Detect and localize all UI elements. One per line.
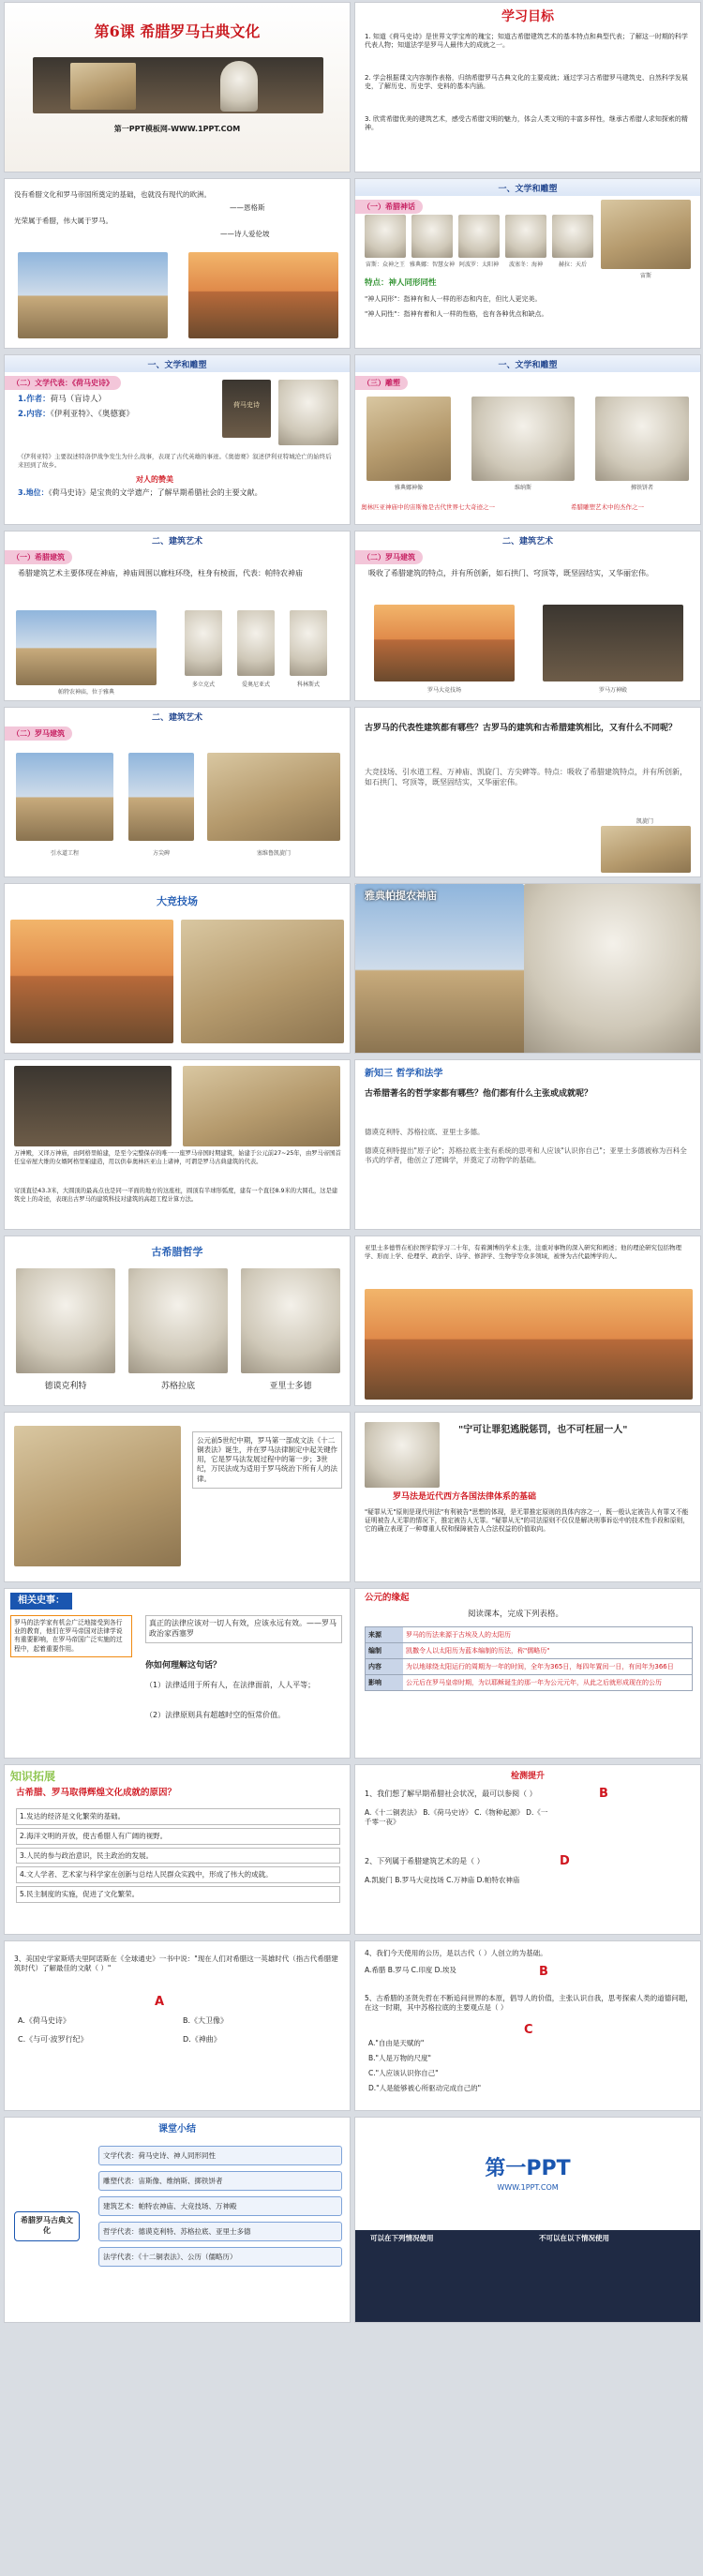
democritus-bust [16, 1268, 115, 1373]
goal-2: 2. 学会根据课文内容制作表格，归纳希腊罗马古典文化的主要成就；通过学习古希腊罗马建筑史、自然科学发展史，了解历史、历史学、史料的基本内涵。 [365, 74, 688, 91]
calendar-table [365, 1626, 693, 1691]
caption-ionic: 爱奥尼亚式 [241, 681, 270, 688]
apollo-image [458, 215, 500, 258]
section-bar: 二、建筑艺术 [151, 536, 202, 547]
test-q4-answer: B [539, 1965, 548, 1979]
athena-image [411, 215, 453, 258]
slide-philosophy [354, 1059, 701, 1230]
author-key: 1.作者： [18, 395, 51, 404]
homer-desc: 《伊利亚特》主要叙述特洛伊战争发生为什么战事，表现了古代英雄的事迹。《奥德赛》叙述伊利亚特城沦亡的始终后来回到了故乡。 [18, 453, 332, 469]
doric-column [185, 610, 222, 676]
slide-myth [354, 178, 701, 349]
slide-test-1 [354, 1764, 701, 1935]
parthenon-photo [16, 610, 157, 685]
slide-philosophers [4, 1236, 351, 1406]
test-q2-options: A.凯旋门 B.罗马大竞技场 C.万神庙 D.帕特农神庙 [365, 1876, 520, 1884]
expansion-item: 4.文人学者、艺术家与科学家在创新与总结人民群众实践中，形成了伟大的成就。 [16, 1866, 340, 1883]
slide-test-2 [4, 1940, 351, 2111]
slide-pantheon [4, 1059, 351, 1230]
aristotle-text: 亚里士多德曾在柏拉图学院学习二十年，有着渊博的学术主张，注重对事物的深入研究和阐述；他的理论研究包括物理学、形而上学、伦理学、政治学、诗学、修辞学、生物学等众多领域，被誉为古代最博学的人。 [365, 1244, 681, 1260]
caption-arch-small: 凯旋门 [636, 818, 654, 825]
summary-item: 雕塑代表：宙斯像、维纳斯、掷铁饼者 [98, 2171, 342, 2191]
caption-pantheon: 罗马万神殿 [598, 687, 627, 694]
expansion-list [16, 1808, 340, 1906]
poseidon-image [505, 215, 546, 258]
quote-poe-author: ——诗人爱伦坡 [220, 230, 270, 238]
socrates-bust [128, 1268, 228, 1373]
footer-text: 第一PPT模板网-WWW.1PPT.COM [113, 125, 241, 133]
twelve-tables-text: 公元前5世纪中期，罗马第一部成文法《十二铜表法》诞生，并在罗马法律制定中起关键作用，它是罗马法发展过程中的第一步；3世纪，万民法成为适用于罗马统治下所有人的法律。 [192, 1431, 342, 1489]
slide-related-history [4, 1588, 351, 1759]
summary-item: 法学代表：《十二铜表法》、公历（儒略历） [98, 2247, 342, 2267]
summary-title: 课堂小结 [158, 2124, 196, 2134]
caption-hera: 赫拉：天后 [558, 262, 587, 268]
colosseum-interior [181, 920, 344, 1043]
author-value: 荷马（盲诗人） [50, 395, 107, 404]
slide-roman-structures [4, 707, 351, 877]
caption-aqueduct: 引水道工程 [50, 850, 79, 857]
calendar-title: 公元的缘起 [365, 1593, 410, 1603]
slide-brand [354, 2117, 701, 2323]
caption-obelisk: 方尖碑 [152, 850, 170, 857]
forbidden-heading: 不可以在以下情况使用 [539, 2234, 609, 2242]
zeus-image [365, 215, 406, 258]
slide-roman-question [354, 707, 701, 877]
test-q3-answer: A [155, 1995, 165, 2009]
statue-image [220, 61, 258, 112]
related-answer-1: （1）法律适用于所有人，在法律面前，人人平等； [145, 1681, 316, 1689]
section-tag: （三）雕塑 [355, 376, 408, 390]
caption-parthenon: 帕特农神庙，位于雅典 [57, 689, 114, 696]
new-knowledge-tag: 新知三 哲学和法学 [365, 1069, 443, 1079]
test-q3: 3、美国史学家斯塔夫里阿诺斯在《全球通史》一书中说："现在人们对希腊这一英雄时代（指古代希腊建筑时代）了解最佳的文献（ ）" [14, 1954, 338, 1973]
caption-doric: 多立克式 [191, 681, 215, 688]
goal-1: 1. 知道《荷马史诗》是世界文学宝库的瑰宝；知道古希腊建筑艺术的基本特点和典型代表；了解这一时期的科学代表人物；知道法学是罗马人最伟大的成就之一。 [365, 33, 688, 50]
justice-statue [365, 1422, 440, 1488]
section-bar: 一、文学和雕塑 [5, 355, 350, 372]
hera-image [552, 215, 593, 258]
brand-footer [355, 2230, 700, 2323]
test-q1: 1、我们想了解早期希腊社会状况，最可以参阅（ ） [365, 1790, 537, 1798]
pantheon-text-1: 万神殿，又译万神庙，由阿格里帕建，是至今完整保存的唯一一座罗马帝国时期建筑，始建于公元前27~25年，由罗马帝国首任皇帝屋大维的女婿阿格里帕建造，用以供奉奥林匹亚山上诸神，可谓是罗马古典建筑的代表。 [14, 1150, 341, 1165]
law-quote: "宁可让罪犯逃脱惩罚，也不可枉屈一人" [458, 1425, 628, 1435]
slide-twelve-tables [4, 1412, 351, 1582]
zeus-statue-image [601, 200, 691, 269]
goals-title: 学习目标 [501, 9, 554, 24]
test-q5-option-c: C."人应该认识你自己" [368, 2069, 439, 2077]
venus-statue [471, 397, 575, 481]
test-q4-options: A.希腊 B.罗马 C.印度 D.埃及 [365, 1966, 456, 1974]
aqueduct-photo [16, 753, 113, 841]
arch-image [601, 826, 691, 873]
quote-engels-author: ——恩格斯 [230, 203, 265, 212]
homer-bust [278, 380, 338, 445]
section-bar: 二、建筑艺术 [501, 536, 553, 547]
brand-logo: 第一PPT [485, 2157, 571, 2180]
name-socrates: 苏格拉底 [160, 1382, 195, 1391]
status-key: 3.地位： [18, 488, 49, 497]
discobolus-statue [595, 397, 689, 481]
slide-sculpture [354, 354, 701, 525]
parthenon-image [18, 252, 168, 338]
slide-roman-law [354, 1412, 701, 1582]
colosseum-image [188, 252, 338, 338]
roman-arch-text: 吸收了希腊建筑的特点，并有所创新，如石拱门、穹顶等，既坚固结实，又华丽宏伟。 [368, 569, 653, 577]
expansion-tag: 知识拓展 [10, 1770, 56, 1783]
slide-roman-architecture [354, 531, 701, 701]
related-tag: 相关史事： [10, 1593, 72, 1610]
calendar-row-value: 为以地球绕太阳运行的周期为一年的时间，全年为365日，每四年置闰一日，有闰年为366日 [406, 1663, 674, 1670]
caption-athena: 雅典娜：智慧女神 [409, 262, 455, 268]
parthenon-title: 雅典帕提农神庙 [365, 890, 437, 902]
test-q3-option-a: A.《荷马史诗》 [18, 2016, 70, 2025]
calendar-row [365, 1659, 693, 1675]
philosophy-question: 古希腊著名的哲学家都有哪些？他们都有什么主张或成就呢？ [365, 1089, 593, 1099]
calendar-row [365, 1626, 693, 1643]
related-answer-2: （2）法律原则具有超越时空的恒常价值。 [145, 1711, 286, 1719]
greek-arch-text: 希腊建筑艺术主要体现在神庙，神庙周围以廊柱环绕，柱身有棱面，代表：帕特农神庙 [18, 569, 303, 577]
related-question: 你如何理解这句话？ [145, 1661, 222, 1670]
colosseum-exterior [10, 920, 173, 1043]
roman-answer: 大竞技场、引水道工程、万神庙、凯旋门、方尖碑等。特点：吸收了希腊建筑特点，并有所创新，如石拱门、穹顶等，既坚固结实，又华丽宏伟。 [365, 768, 687, 786]
slide-goals [354, 2, 701, 172]
section-tag: （二）文学代表：《荷马史诗》 [5, 376, 121, 390]
calendar-row-key: 影响 [366, 1675, 403, 1690]
test-q1-answer: B [599, 1787, 608, 1801]
philosophy-answer-2: 德谟克利特提出"原子论"；苏格拉底主张有系统的思考和人应该"认识你自己"；亚里士多德被称为百科全书式的学者，他创立了逻辑学，并奠定了动物学的基础。 [365, 1146, 687, 1165]
caption-colosseum: 罗马大竞技场 [426, 687, 461, 694]
slide-aristotle [354, 1236, 701, 1406]
test-q2: 2、下列属于希腊建筑艺术的是（ ） [365, 1857, 485, 1865]
caption-corinthian: 科林斯式 [296, 681, 320, 688]
slide-calendar [354, 1588, 701, 1759]
quote-poe: 光荣属于希腊，伟大属于罗马。 [14, 217, 112, 225]
myth-line-1: "神人同形"：指神有和人一样的形态和内在，但比人更完美。 [365, 295, 542, 303]
arch-photo [207, 753, 340, 841]
calendar-row [365, 1675, 693, 1691]
caption-athena-statue: 雅典娜神像 [394, 485, 423, 491]
test-q3-option-d: D.《神曲》 [183, 2035, 221, 2044]
content-value: 《伊利亚特》、《奥德赛》 [50, 410, 134, 419]
caption-apollo: 阿波罗：太阳神 [458, 262, 499, 268]
lesson-title: 第6课 希腊罗马古典文化 [94, 22, 261, 40]
roman-question: 古罗马的代表性建筑都有哪些？古罗马的建筑和古希腊建筑相比，又有什么不同呢？ [365, 724, 678, 733]
test-q5-option-d: D."人是能够被心所驱动完成自己的" [368, 2084, 482, 2092]
expansion-item: 3.人民的参与政治意识，民主政治的发展。 [16, 1848, 340, 1865]
law-heading: 罗马法是近代西方各国法律体系的基础 [393, 1492, 537, 1502]
colosseum-title: 大竞技场 [157, 895, 198, 907]
brand-url: WWW.1PPT.COM [497, 2183, 559, 2192]
cicero-quote: 真正的法律应该对一切人有效，应该永远有效。——罗马政治家西塞罗 [145, 1615, 342, 1643]
expansion-question: 古希腊、罗马取得辉煌文化成就的原因？ [16, 1788, 177, 1798]
calendar-row-value: 凯撒令人以太阳历为蓝本编制的历法，称"儒略历" [406, 1647, 550, 1655]
section-bar: 一、文学和雕塑 [355, 355, 700, 372]
calendar-row [365, 1643, 693, 1659]
philosophy-answer-1: 德谟克利特、苏格拉底、亚里士多德。 [365, 1128, 485, 1136]
expansion-item: 5.民主制度的实施，促进了文化繁荣。 [16, 1886, 340, 1903]
caption-zeus: 宙斯：众神之王 [365, 262, 405, 268]
section-tag: （二）罗马建筑 [5, 726, 72, 741]
slide-parthenon [354, 883, 701, 1054]
slide-summary [4, 2117, 351, 2323]
summary-list [98, 2146, 342, 2272]
status-value: 《荷马史诗》是宝贵的文学遗产；了解早期希腊社会的主要文献。 [48, 488, 262, 497]
summary-center: 希腊罗马古典文化 [14, 2211, 80, 2241]
test-q3-option-b: B.《大卫像》 [183, 2016, 229, 2025]
test-q3-option-c: C.《与可·波罗行纪》 [18, 2035, 88, 2044]
athena-statue [366, 397, 451, 481]
section-tag: （二）罗马建筑 [355, 550, 423, 564]
summary-item: 建筑艺术：帕特农神庙、大竞技场、万神殿 [98, 2196, 342, 2216]
myth-line-2: "神人同性"：指神有着和人一样的性格，也有各种优点和缺点。 [365, 310, 548, 318]
caryatids-photo [524, 884, 701, 1054]
caption-zeus-statue: 宙斯 [639, 273, 651, 279]
slide-title [4, 2, 351, 172]
corinthian-column [290, 610, 327, 676]
test-q5-option-a: A."自由是天赋的" [368, 2039, 425, 2047]
summary-item: 文学代表：荷马史诗、神人同形同性 [98, 2146, 342, 2165]
expansion-item: 2.海洋文明的开放，使古希腊人有广阔的视野。 [16, 1828, 340, 1845]
caption-discobolus: 掷铁饼者 [630, 485, 653, 491]
philosophers-title: 古希腊哲学 [151, 1246, 203, 1258]
pantheon-interior [14, 1066, 172, 1146]
test-q2-answer: D [560, 1854, 570, 1868]
name-aristotle: 亚里士多德 [269, 1382, 312, 1391]
calendar-row-value: 公元后在罗马皇帝时期，为以耶稣诞生的那一年为公元元年，从此之后就形成现在的公历 [406, 1679, 662, 1686]
caption-arch: 塞维鲁凯旋门 [256, 850, 291, 857]
parthenon-wide [355, 884, 524, 1054]
allowed-heading: 可以在下列情况使用 [370, 2234, 434, 2242]
slide-greek-architecture [4, 531, 351, 701]
calendar-row-key: 内容 [366, 1659, 403, 1674]
slide-test-3 [354, 1940, 701, 2111]
school-of-athens [365, 1289, 693, 1400]
test-q5: 5、古希腊的圣贤先哲在不断追问世界的本原，倡导人的价值，主张认识自我，思考探索人类的道德问题，在这一时期，其中苏格拉底的主要观点是（ ） [365, 1994, 693, 2013]
aristotle-bust [241, 1268, 340, 1373]
colosseum-photo [374, 605, 515, 681]
quote-engels: 没有希腊文化和罗马帝国所奠定的基础，也就没有现代的欧洲。 [14, 190, 211, 199]
test-q1-options: A.《十二铜表法》 B.《荷马史诗》 C.《物种起源》 D.《一千零一夜》 [365, 1808, 548, 1827]
caption-poseidon: 波塞冬：海神 [508, 262, 543, 268]
myth-feature: 特点：神人同形同性 [365, 278, 437, 288]
bronze-tables [14, 1426, 181, 1566]
test-q5-answer: C [524, 2023, 533, 2037]
pantheon-text-2: 穹顶直径43.3米，大圆顶的最高点也是同一平面的地方的这座柱，圆顶有半球形弧度，建有一个直径8.9米的大圆孔，这是建筑史上的奇迹，表现出古罗马的建筑科技对建筑的高超工程计算方法。 [14, 1188, 338, 1203]
name-democritus: 德谟克利特 [44, 1382, 87, 1391]
obelisk-photo [128, 753, 194, 841]
section-tag: （一）希腊神话 [355, 200, 423, 214]
ionic-column [237, 610, 275, 676]
slide-colosseum [4, 883, 351, 1054]
book-title: 荷马史诗 [233, 401, 260, 409]
slide-quotes [4, 178, 351, 349]
slide-homer [4, 354, 351, 525]
note-zeus: 奥林匹亚神庙中的宙斯像是古代世界七大奇迹之一 [361, 503, 495, 511]
slide-expansion [4, 1764, 351, 1935]
calendar-row-value: 罗马的历法来源于古埃及人的太阳历 [406, 1631, 511, 1639]
calendar-row-key: 编制 [366, 1643, 403, 1658]
content-key: 2.内容： [18, 410, 51, 419]
caption-venus: 维纳斯 [514, 485, 531, 491]
note-discobolus: 希腊雕塑艺术中的杰作之一 [571, 503, 644, 511]
test-q5-option-b: B."人是万物的尺度" [368, 2054, 431, 2062]
test-q4: 4、我们今天使用的公历，是以古代（ ）人创立的为基础。 [365, 1949, 547, 1957]
pantheon-photo [543, 605, 683, 681]
section-bar: 二、建筑艺术 [151, 712, 202, 723]
expansion-item: 1.发达的经济是文化繁荣的基础。 [16, 1808, 340, 1825]
summary-item: 哲学代表：德谟克利特、苏格拉底、亚里士多德 [98, 2222, 342, 2241]
section-tag: （一）希腊建筑 [5, 550, 72, 564]
goal-3: 3. 欣赏希腊优美的建筑艺术，感受古希腊文明的魅力，体会人类文明的丰富多样性，继承古希腊人求知探索的精神。 [365, 115, 688, 132]
praise-label: 对人的赞美 [136, 475, 173, 484]
pantheon-exterior [183, 1066, 340, 1146]
calendar-row-key: 来源 [366, 1627, 403, 1642]
calendar-intro: 阅读课本，完成下列表格。 [468, 1610, 564, 1619]
test-title: 检测提升 [510, 1772, 545, 1781]
related-text: 罗马的法学家有机会广泛地接受到各行业的教育，他们在罗马帝国对法律学说有重要影响，在罗马帝国广泛实施的过程中，起着重要作用。 [10, 1615, 132, 1657]
law-text: "疑罪从无"原则是现代刑法"有利被告"思想的体现，是无罪推定原则的具体内容之一，既一般认定被告人有罪又不能证明被告人无罪的情况下，推定被告人无罪。"疑罪从无"的司法原则不仅仅是解决刑事诉讼中的技术性手段和原则，它的确立表现了一种尊重人权和保障被告人合法权益的价值取向。 [365, 1508, 690, 1534]
section-bar: 一、文学和雕塑 [355, 179, 700, 196]
vase-image [70, 63, 136, 110]
